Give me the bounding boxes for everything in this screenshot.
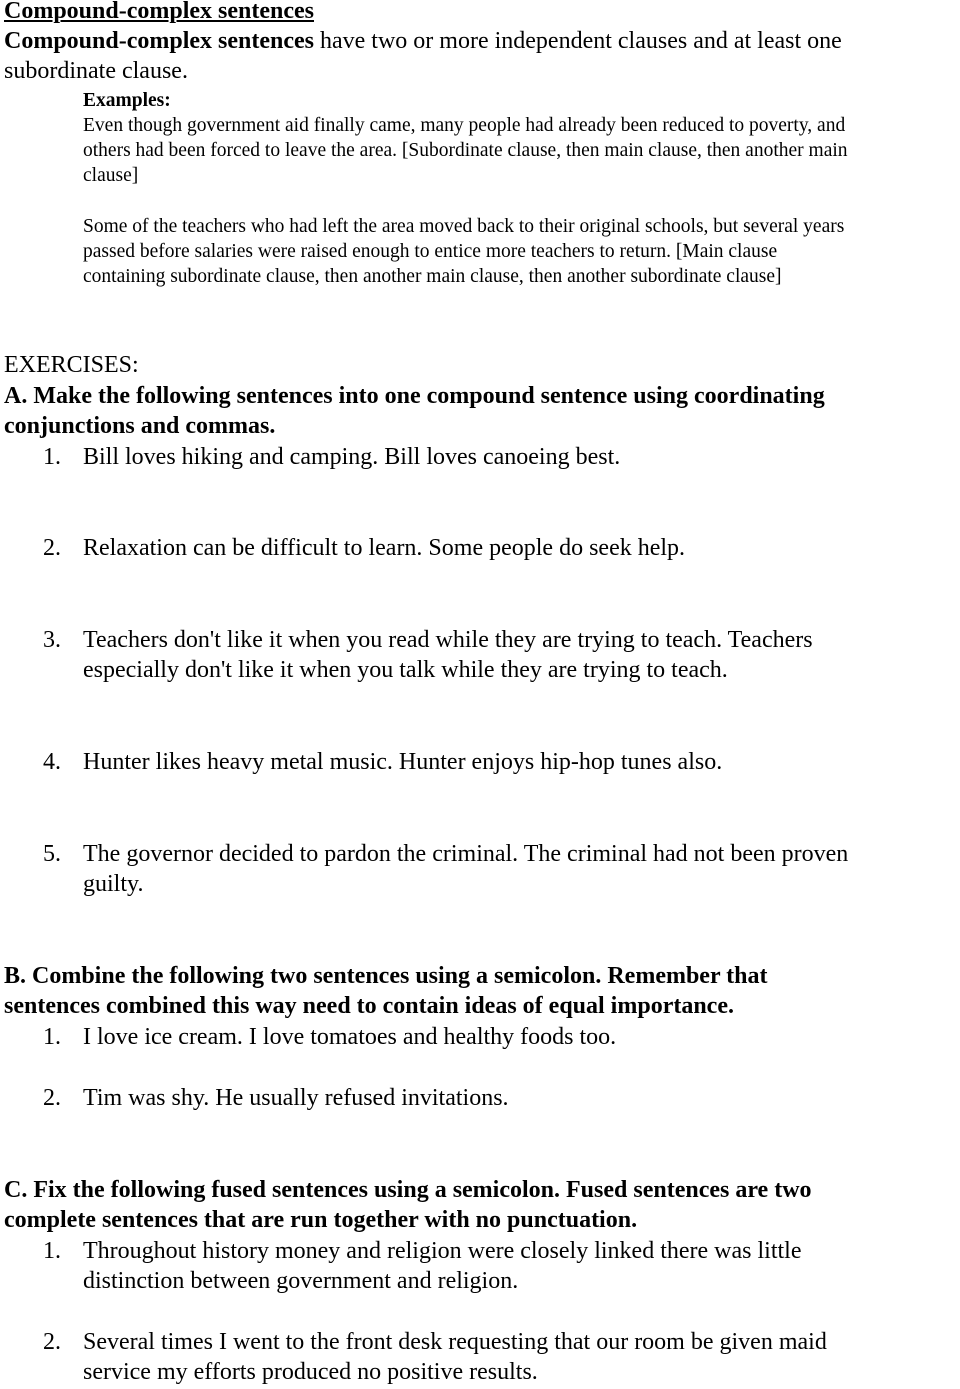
item-text: Several times I went to the front desk requesting that our room be given maid bbox=[83, 1329, 827, 1355]
list-item bbox=[0, 1327, 960, 1387]
example-2-line: passed before salaries were raised enough to entice more teachers to return. [Main clause bbox=[83, 241, 778, 262]
section-a-title: conjunctions and commas. bbox=[4, 413, 276, 439]
item-number: 2. bbox=[43, 535, 61, 561]
item-text: Relaxation can be difficult to learn. Some people do seek help. bbox=[83, 535, 686, 561]
list-item bbox=[0, 625, 960, 685]
example-1-line: Even though government aid finally came, many people had already been reduced to poverty, and bbox=[83, 115, 846, 136]
example-2-line: containing subordinate clause, then another main clause, then another subordinate clause] bbox=[83, 266, 782, 287]
exercises-title: EXERCISES: bbox=[4, 352, 139, 378]
section-b-title: sentences combined this way need to contain ideas of equal importance. bbox=[4, 993, 734, 1019]
item-number: 3. bbox=[43, 627, 61, 653]
item-text: The governor decided to pardon the criminal. The criminal had not been proven bbox=[83, 841, 849, 867]
section-a-title: A. Make the following sentences into one compound sentence using coordinating bbox=[4, 383, 825, 409]
item-number: 5. bbox=[43, 841, 61, 867]
example-1-line: others had been forced to leave the area. [Subordinate clause, then main clause, then another main bbox=[83, 140, 848, 161]
section-c-title: C. Fix the following fused sentences using a semicolon. Fused sentences are two bbox=[4, 1177, 812, 1203]
definition-term: Compound-complex sentences bbox=[4, 28, 314, 54]
definition-rest: have two or more independent clauses and at least one bbox=[314, 28, 842, 54]
item-text: Teachers don't like it when you read while they are trying to teach. Teachers bbox=[83, 627, 813, 653]
definition-line-1 bbox=[4, 26, 842, 56]
item-text: especially don't like it when you talk while they are trying to teach. bbox=[83, 657, 728, 683]
list-item bbox=[0, 1236, 960, 1296]
example-2-line: Some of the teachers who had left the area moved back to their original schools, but several years bbox=[83, 216, 845, 237]
item-text: guilty. bbox=[83, 871, 144, 897]
item-number: 1. bbox=[43, 1024, 61, 1050]
section-c-title: complete sentences that are run together with no punctuation. bbox=[4, 1207, 638, 1233]
item-text: Bill loves hiking and camping. Bill loves canoeing best. bbox=[83, 444, 621, 470]
item-text: distinction between government and religion. bbox=[83, 1268, 519, 1294]
item-text: I love ice cream. I love tomatoes and healthy foods too. bbox=[83, 1024, 617, 1050]
example-1-line: clause] bbox=[83, 165, 139, 186]
item-number: 1. bbox=[43, 444, 61, 470]
section-b-title: B. Combine the following two sentences using a semicolon. Remember that bbox=[4, 963, 768, 989]
page-heading: Compound-complex sentences bbox=[4, 0, 314, 24]
item-text: service my efforts produced no positive results. bbox=[83, 1359, 538, 1385]
item-text: Throughout history money and religion were closely linked there was little bbox=[83, 1238, 802, 1264]
item-number: 2. bbox=[43, 1329, 61, 1355]
item-text: Tim was shy. He usually refused invitations. bbox=[83, 1085, 509, 1111]
list-item bbox=[0, 839, 960, 899]
item-text: Hunter likes heavy metal music. Hunter enjoys hip-hop tunes also. bbox=[83, 749, 723, 775]
examples-label: Examples: bbox=[83, 90, 171, 111]
item-number: 1. bbox=[43, 1238, 61, 1264]
definition-line-2: subordinate clause. bbox=[4, 58, 188, 84]
item-number: 2. bbox=[43, 1085, 61, 1111]
item-number: 4. bbox=[43, 749, 61, 775]
